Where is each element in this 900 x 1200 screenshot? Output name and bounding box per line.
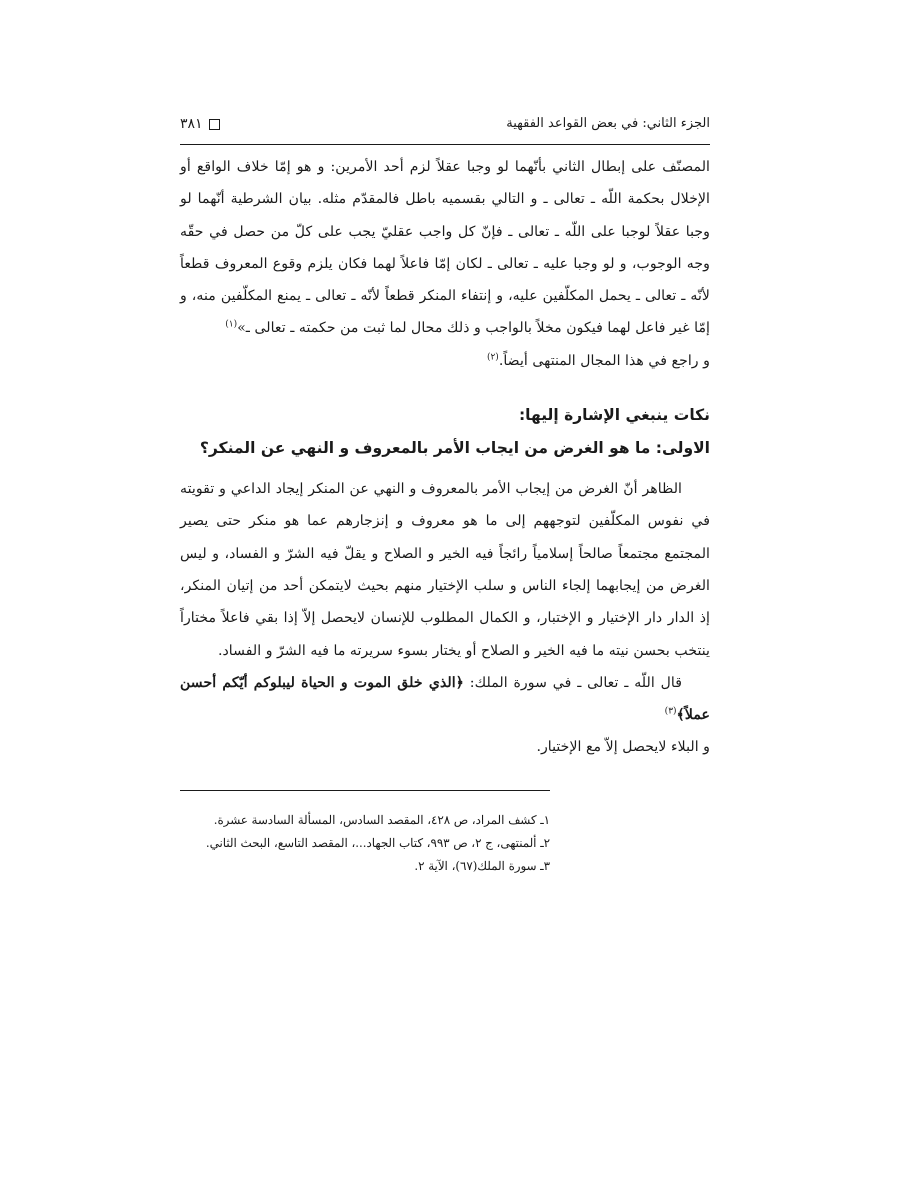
page-number: ٣٨١ [180, 116, 203, 132]
heading-block [180, 399, 710, 465]
footnote-item: ١ـ كشف المراد، ص ٤٢٨، المقصد السادس، المسألة السادسة عشرة. [213, 812, 550, 827]
paragraph-purpose: الظاهر أنّ الغرض من إيجاب الأمر بالمعروف و النهي عن المنكر إيجاد الداعي و تقويته في نفوس المكلّفين لتوجههم إلى ما هو معروف و إنزجارهم عما هو منكر حتى يصير المجتمع مجتمعاً صالحاً إسلامياً رائجاً فيه الخير و الصلاح و يقلّ فيه الشرّ و الفساد، و ليس الغرض من إيجابهما إلجاء الناس و سلب الإختيار منهم بحيث لايتمكن أحد من إتيان المنكر، إذ الدار دار الإختيار و الإختبار، و الكمال المطلوب للإنسان لايحصل إلاّ إذا بقي فاعلاً مختاراً ينتخب بحسن نيته ما فيه الخير و الصلاح أو يختار بسوء سريرته ما فيه الشرّ و الفساد. [180, 481, 710, 659]
paragraph-quotation [180, 151, 710, 345]
running-title: الجزء الثاني: في بعض القواعد الفقهية [506, 116, 710, 131]
footnote-separator [180, 790, 550, 791]
running-header [180, 110, 710, 144]
body-text-top [180, 151, 710, 377]
paragraph-reference [180, 345, 710, 377]
paragraph-verse [180, 667, 710, 732]
subsection-heading: الاولى: ما هو الغرض من ايجاب الأمر بالمعروف و النهي عن المنكر؟ [199, 439, 710, 458]
document-page [180, 110, 710, 878]
paragraph-text: و راجع في هذا المجال المنتهى أيضاً. [498, 352, 710, 369]
footnote-marker: (٣) [664, 706, 677, 717]
header-rule [180, 144, 710, 145]
verse-intro: قال اللّه ـ تعالى ـ في سورة الملك: [463, 674, 682, 691]
footnote-marker: (٢) [486, 352, 499, 363]
square-bullet-icon [209, 119, 220, 130]
footnote-item: ٣ـ سورة الملك(٦٧)، الآية ٢. [414, 858, 550, 873]
body-text-bottom [180, 473, 710, 764]
footnote-marker: (١) [225, 319, 238, 330]
footnote-item: ٢ـ ألمنتهى، ج ٢، ص ٩٩٣، كتاب الجهاد...، المقصد التاسع، البحث الثاني. [205, 835, 550, 850]
quranic-verse: ﴿الذي خلق الموت و الحياة ليبلوكم أيّكم أحسن عملاً﴾ [180, 674, 710, 724]
paragraph-conclusion: و البلاء لايحصل إلاّ مع الإختيار. [536, 739, 710, 756]
footnotes [180, 809, 550, 878]
section-heading: نكات ينبغي الإشارة إليها: [518, 406, 710, 425]
page-number-block [180, 116, 220, 132]
paragraph-text: المصنّف على إبطال الثاني بأنّهما لو وجبا عقلاً لزم أحد الأمرين: و هو إمّا خلاف الواقع أو الإخلال بحكمة اللّه ـ تعالى ـ و التالي بقسميه باطل فالمقدّم مثله. بيان الشرطية أنّهما لو وجبا عقلاً لوجبا على اللّه ـ تعالى ـ فإنّ كل واجب عقليّ يجب على كلّ من حصل في حقّه وجه الوجوب، و لو وجبا عليه ـ تعالى ـ لكان إمّا فاعلاً لهما فكان يلزم وقوع المعروف قطعاً لأنّه ـ تعالى ـ يحمل المكلّفين عليه، و إنتفاء المنكر قطعاً لأنّه ـ تعالى ـ يمنع المكلّفين منه، و إمّا غير فاعل لهما فيكون مخلاً بالواجب و ذلك محال لما ثبت من حكمته ـ تعالى ـ» [180, 159, 710, 337]
